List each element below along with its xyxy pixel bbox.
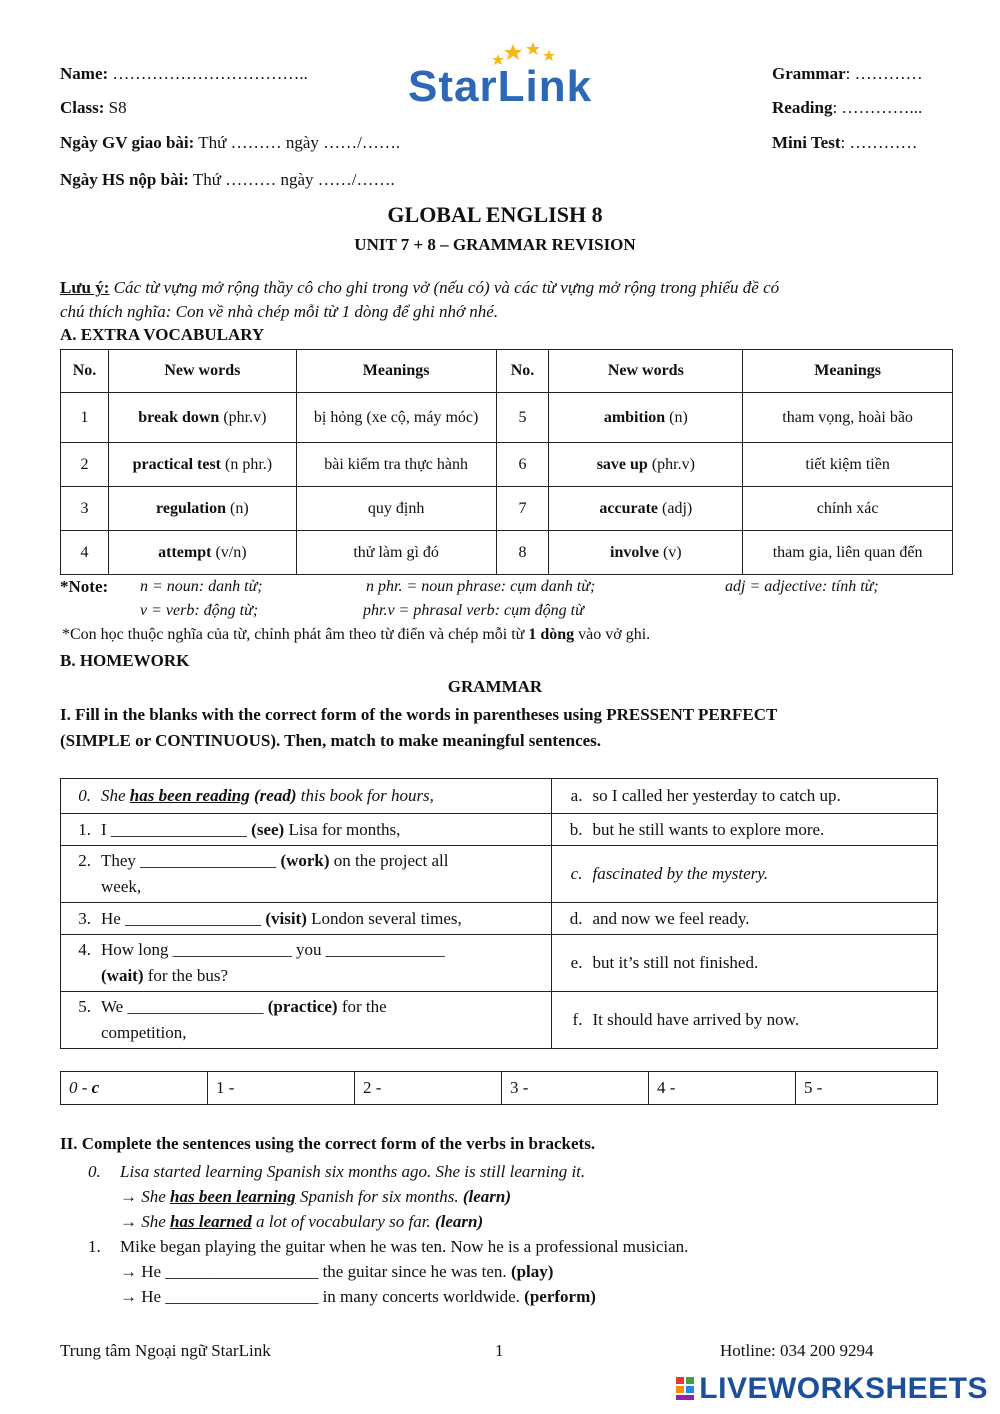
table-row: 4 attempt (v/n) thử làm gì đó 8 involve (v) tham gia, liên quan đến [61,531,953,575]
footer-center-name: Trung tâm Ngoại ngữ StarLink [60,1341,271,1360]
minitest-score: Mini Test: ………… [772,133,918,152]
table-row: 3. He ________________ (visit) London several times, d. and now we feel ready. [61,903,938,935]
footer-hotline: Hotline: 034 200 9294 [720,1341,874,1360]
table-row: 3 regulation (n) quy định 7 accurate (adj) chính xác [61,487,953,531]
grammar-score: Grammar: ………… [772,64,923,83]
answer-4[interactable]: 4 - [649,1072,796,1105]
blank-3[interactable]: He ________________ [101,908,266,928]
liveworksheets-icon [676,1375,696,1401]
abbrev-noun: n = noun: danh từ; [140,578,263,595]
table-row: 2 practical test (n phr.) bài kiểm tra thực hành 6 save up (phr.v) tiết kiệm tiền [61,443,953,487]
blank-4[interactable]: How long ______________ you ______________ [101,940,445,959]
class-line: Class: S8 [60,98,127,117]
vocab-header-row: No. New words Meanings No. New words Meanings [61,350,953,393]
blank-q1b[interactable]: → He __________________ in many concerts worldwide. [120,1287,525,1306]
abbrev-noun-phrase: n phr. = noun phrase: cụm danh từ; [366,578,596,595]
page-title: GLOBAL ENGLISH 8 [387,202,603,227]
table-row: 5. We ________________ (practice) for the competition, f. It should have arrived by now. [61,992,938,1049]
matching-table [60,778,938,1049]
answer-2[interactable]: 2 - [355,1072,502,1105]
assign-date-line: Ngày GV giao bài: Thứ ……… ngày ……/……. [60,133,401,152]
study-reminder: *Con học thuộc nghĩa của từ, chỉnh phát âm theo từ điển và chép mỗi từ 1 dòng vào vở ghi. [62,626,651,643]
name-line: Name: …………………………….. [60,64,308,83]
blank-5[interactable]: We ________________ [101,997,268,1016]
example-sentence: 0. She has been reading (read) this book for hours, [61,779,552,814]
exercise-1-instruction: I. Fill in the blanks with the correct form of the words in parentheses using PRESSENT PERFECT (SIMPLE or CONTINUOUS). Then, match to make meaningful sentences. [60,705,778,750]
answer-table [60,1071,938,1105]
logo-text: StarLink [408,62,593,111]
table-row: 1 break down (phr.v) bị hỏng (xe cộ, máy móc) 5 ambition (n) tham vọng, hoài bão [61,393,953,443]
answer-1[interactable]: 1 - [208,1072,355,1105]
reading-score: Reading: …………... [772,98,923,117]
abbrev-verb: v = verb: động từ; [140,602,259,619]
abbrev-phrasal-verb: phr.v = phrasal verb: cụm động từ [363,602,584,619]
answer-5[interactable]: 5 - [796,1072,938,1105]
blank-q1a[interactable]: → He __________________ the guitar since he was ten. [120,1262,511,1281]
abbrev-note-label: *Note: [60,577,109,596]
answer-3[interactable]: 3 - [502,1072,649,1105]
page-number: 1 [495,1341,504,1360]
blank-2[interactable]: They ________________ [101,851,281,870]
table-row: 0. She has been reading (read) this book for hours, a. so I called her yesterday to catch up. [61,779,938,814]
answer-row [61,1072,938,1105]
liveworksheets-logo[interactable]: LIVEWORKSHEETS [676,1372,988,1406]
page-subtitle: UNIT 7 + 8 – GRAMMAR REVISION [354,235,636,254]
study-note: Lưu ý: Các từ vựng mở rộng thầy cô cho ghi trong vở (nếu có) và các từ vựng mở rộng trong phiếu đề có chú thích nghĩa: Con về nhà chép mỗi từ 1 dòng để ghi nhớ nhé. [60,278,780,321]
section-a-heading: A. EXTRA VOCABULARY [60,325,265,344]
table-row: 1. I ________________ (see) Lisa for months, b. but he still wants to explore more. [61,814,938,846]
starlink-logo [408,40,638,112]
answer-0: 0 - c [61,1072,208,1105]
example-answer: has been reading [129,786,250,805]
exercise-2-example: 0. Lisa started learning Spanish six months ago. She is still learning it. → She has been learning Spanish for six months. (learn) → She has learned a lot of vocabulary so far. (learn) [88,1162,586,1231]
abbrev-adjective: adj = adjective: tính từ; [725,578,879,595]
grammar-heading: GRAMMAR [447,677,543,696]
blank-1[interactable]: I ________________ [101,819,252,839]
submit-date-line: Ngày HS nộp bài: Thứ ……… ngày ……/……. [60,170,395,189]
section-b-heading: B. HOMEWORK [60,651,190,670]
table-row: 4. How long ______________ you ______________ (wait) for the bus? e. but it’s still not finished. [61,935,938,992]
exercise-2-instruction: II. Complete the sentences using the correct form of the verbs in brackets. [60,1134,596,1153]
vocab-table [60,349,953,575]
table-row: 2. They ________________ (work) on the project all week, c. fascinated by the mystery. [61,846,938,903]
exercise-2-question-1: 1. Mike began playing the guitar when he was ten. Now he is a professional musician. → He __________________ the guitar since he was ten. (play) → He __________________ in many concerts worldwide. (perform) [88,1237,689,1306]
